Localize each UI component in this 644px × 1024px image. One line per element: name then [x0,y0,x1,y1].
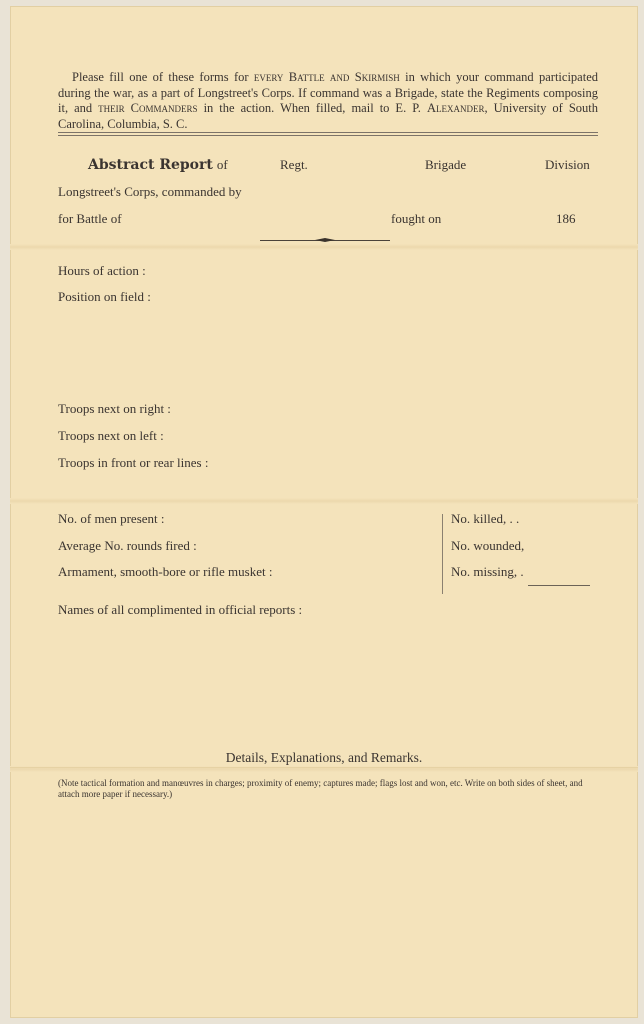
fold-crease [10,244,638,250]
hours-of-action-label: Hours of action : [58,263,146,278]
year-label: 186 [556,211,576,226]
abstract-of-label: of [216,157,228,172]
instructions-text: Please fill one of these forms for [72,70,254,84]
missing-label: No. missing, . [451,564,524,579]
instructions-name: Alexander [426,101,485,115]
header-rule [58,135,598,136]
fought-on-label: fought on [391,211,442,226]
abstract-report-title [88,156,228,174]
wounded-label: No. wounded, [451,538,525,553]
instructions-emphasis: every Battle and Skirmish [253,70,400,84]
instructions-address: , University of South Carolina, Columbia, S. C. [58,101,599,131]
troops-front-rear-label: Troops in front or rear lines : [58,455,209,470]
form-sheet [10,6,638,1018]
instructions-paragraph [58,70,598,132]
corps-label: Longstreet's Corps, commanded by [58,184,242,199]
complimented-label: Names of all complimented in official reports : [58,602,303,617]
fold-crease [10,498,638,504]
battle-of-label: for Battle of [58,211,122,226]
remarks-heading: Details, Explanations, and Remarks. [225,750,423,765]
division-label: Division [545,157,590,172]
instructions-text: in the action. When filled, mail to E. P. [197,101,427,115]
instructions-emphasis: their Commanders [98,101,198,115]
killed-label: No. killed, . . [451,511,520,526]
instructions-text: in which your command participated during the war, as a part of Longstreet's Corps. If command was a Brigade, state the Regiments composing it, and [58,70,598,115]
remarks-rule [10,767,638,768]
rounds-fired-label: Average No. rounds fired : [58,538,197,553]
casualties-total-rule [528,585,590,586]
men-present-label: No. of men present : [58,511,165,526]
regt-label: Regt. [280,157,308,172]
ornament-divider [260,238,390,244]
remarks-note: (Note tactical formation and manœuvres in charges; proximity of enemy; captures made; flags lost and won, etc. Write on both sides of sheet, and attach more paper if necessary.) [58,778,583,799]
armament-label: Armament, smooth-bore or rifle musket : [58,564,273,579]
brigade-label: Brigade [425,157,467,172]
header-rule [58,132,598,133]
troops-right-label: Troops next on right : [58,401,171,416]
position-on-field-label: Position on field : [58,289,151,304]
abstract-report-gothic: Abstract Report [88,157,213,173]
casualties-divider [442,514,443,594]
troops-left-label: Troops next on left : [58,428,164,443]
